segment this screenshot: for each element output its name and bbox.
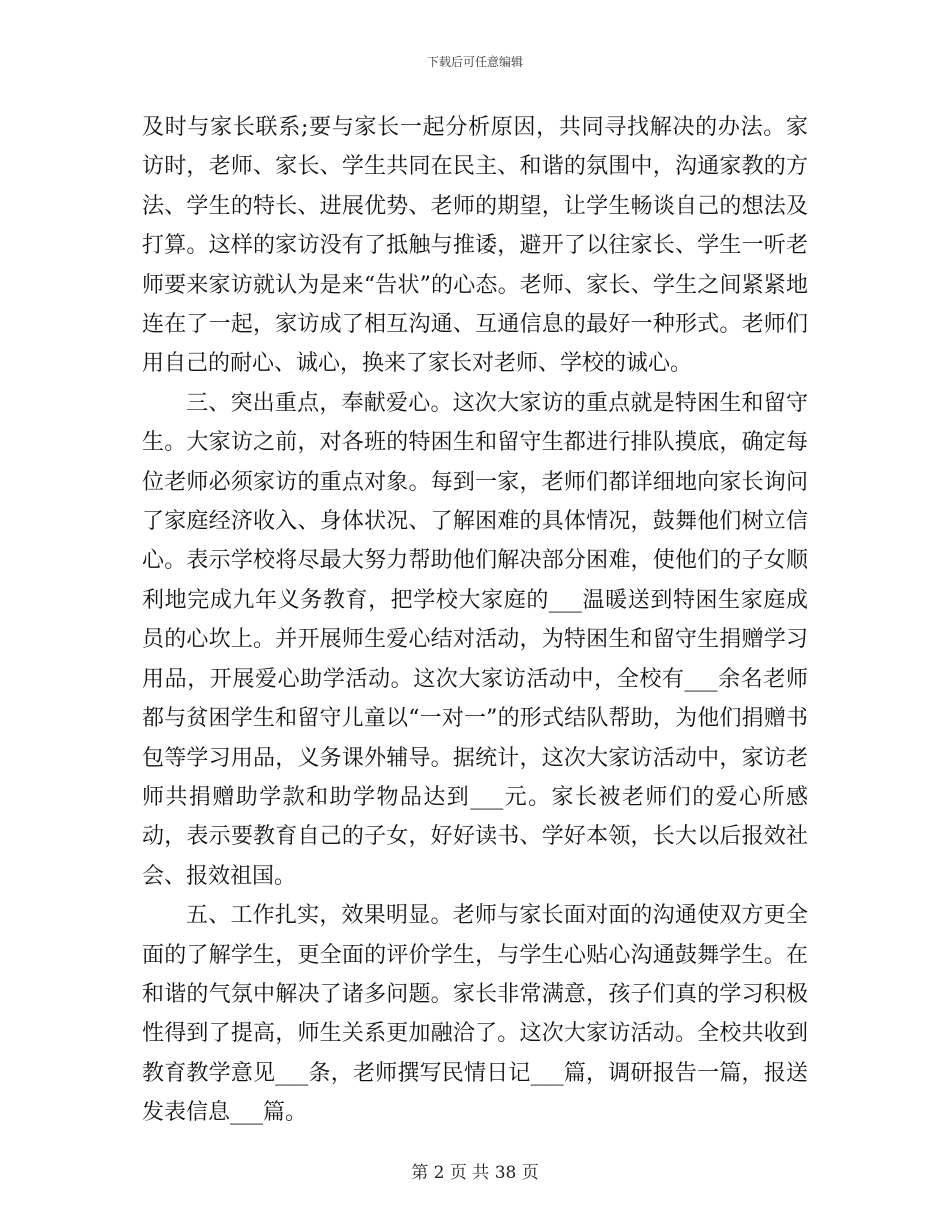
paragraph-section-three: 三、突出重点，奉献爱心。这次大家访的重点就是特困生和留守生。大家访之前，对各班的特困生和留守生都进行排队摸底，确定每位老师必须家访的重点对象。每到一家，老师们都详细地向家长询问了家庭经济收入、身体状况、了解困难的具体情况，鼓舞他们树立信心。表示学校将尽最大努力帮助他们解决部分困难，使他们的子女顺利地完成九年义务教育，把学校大家庭的___温暖送到特困生家庭成员的心坎上。并开展师生爱心结对活动，为特困生和留守生捐赠学习用品，开展爱心助学活动。这次大家访活动中，全校有___余名老师都与贫困学生和留守儿童以“一对一”的形式结队帮助，为他们捐赠书包等学习用品，义务课外辅导。据统计，这次大家访活动中，家访老师共捐赠助学款和助学物品达到___元。家长被老师们的爱心所感动，表示要教育自己的子女，好好读书、学好本领，长大以后报效社会、报效祖国。 <box>142 390 808 889</box>
paragraph-home-visit-communication: 及时与家长联系;要与家长一起分析原因，共同寻找解决的办法。家访时，老师、家长、学生共同在民主、和谐的氛围中，沟通家教的方法、学生的特长、进展优势、老师的期望，让学生畅谈自己的想法及打算。这样的家访没有了抵触与推诿，避开了以往家长、学生一听老师要来家访就认为是来“告状”的心态。老师、家长、学生之间紧紧地连在了一起，家访成了相互沟通、互通信息的最好一种形式。老师们用自己的耐心、诚心，换来了家长对老师、学校的诚心。 <box>142 115 808 377</box>
paragraph-section-five: 五、工作扎实，效果明显。老师与家长面对面的沟通使双方更全面的了解学生，更全面的评价学生，与学生心贴心沟通鼓舞学生。在和谐的气氛中解决了诸多问题。家长非常满意，孩子们真的学习积极性得到了提高，师生关系更加融洽了。这次大家访活动。全校共收到教育教学意见___条，老师撰写民情日记___篇，调研报告一篇，报送发表信息___篇。 <box>142 903 808 1126</box>
document-body <box>142 108 808 1133</box>
page-header: 下载后可任意编辑 <box>426 55 523 69</box>
page-number: 第 2 页 共 38 页 <box>411 1163 539 1183</box>
